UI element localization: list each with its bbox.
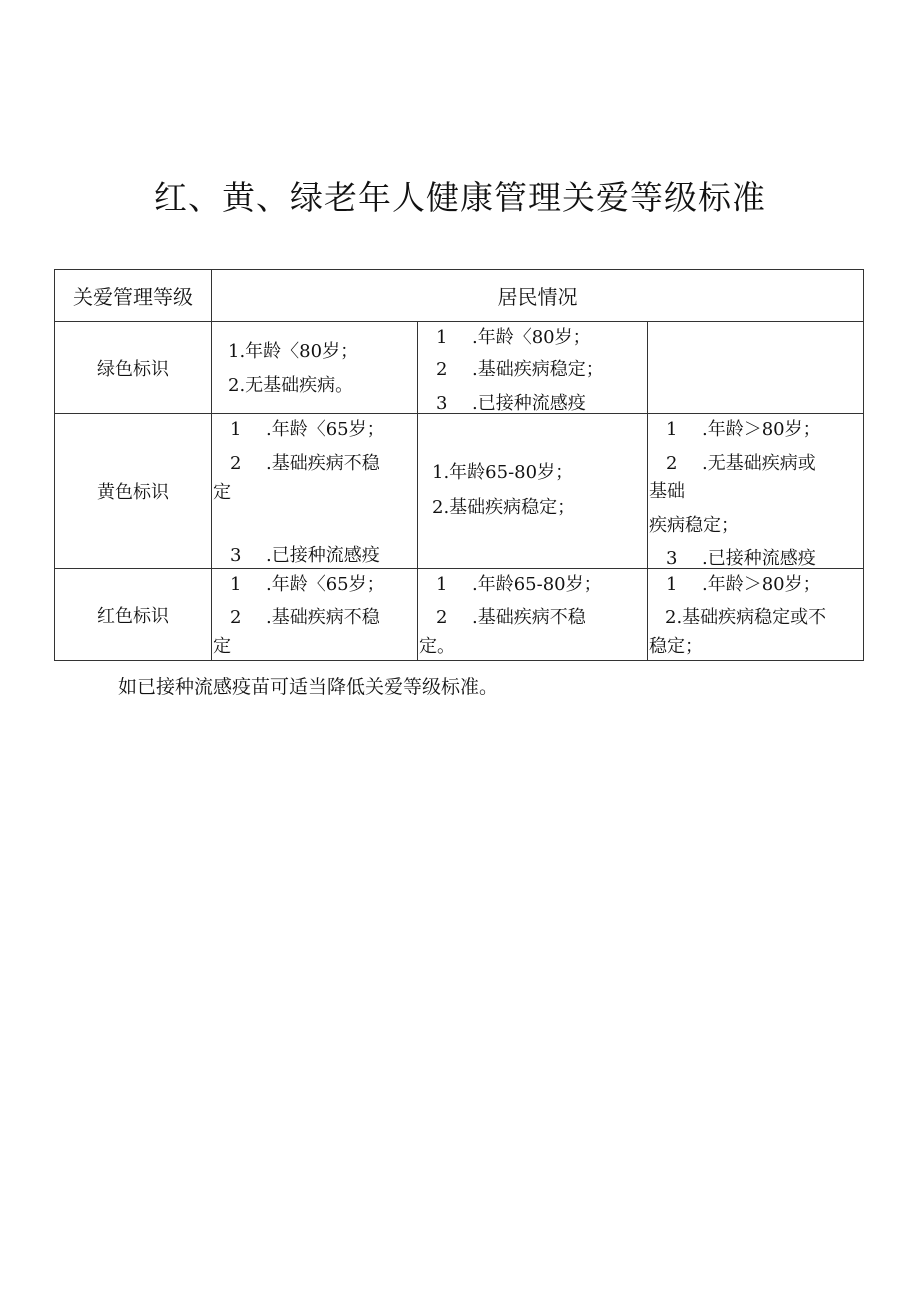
cell-line: .年龄〈80岁； bbox=[472, 327, 591, 348]
item-number: 2 bbox=[230, 607, 242, 628]
cell-line: .已接种流感疫 bbox=[702, 548, 816, 569]
red-cell-2 bbox=[418, 569, 648, 661]
page-title: 红、黄、绿老年人健康管理关爱等级标准 bbox=[154, 178, 766, 217]
cell-line: 定 bbox=[213, 636, 231, 657]
item-number: 2 bbox=[436, 607, 448, 628]
green-cell-2 bbox=[418, 322, 648, 414]
level-green: 绿色标识 bbox=[55, 322, 212, 414]
red-cell-1 bbox=[212, 569, 418, 661]
item-number: 1 bbox=[666, 574, 678, 595]
cell-line: .基础疾病不稳 bbox=[472, 607, 586, 628]
cell-line: 2.基础疾病稳定或不 bbox=[665, 607, 827, 628]
green-cell-1 bbox=[212, 322, 418, 414]
table-header-row bbox=[55, 270, 864, 322]
cell-line: 1.年龄65-80岁； bbox=[432, 462, 574, 483]
item-number: 3 bbox=[436, 393, 448, 414]
cell-line: 2.无基础疾病。 bbox=[228, 375, 354, 396]
cell-line: .年龄〈65岁； bbox=[266, 419, 385, 440]
item-number: 1 bbox=[436, 327, 448, 348]
footnote: 如已接种流感疫苗可适当降低关爱等级标准。 bbox=[118, 676, 499, 698]
item-number: 1 bbox=[436, 574, 448, 595]
item-number: 1 bbox=[230, 419, 242, 440]
table-row bbox=[55, 414, 864, 569]
cell-line: 定。 bbox=[419, 636, 455, 657]
item-number: 1 bbox=[230, 574, 242, 595]
yellow-cell-1 bbox=[212, 414, 418, 569]
care-level-table bbox=[54, 269, 864, 661]
cell-line: .已接种流感疫 bbox=[472, 393, 586, 414]
item-number: 1 bbox=[666, 419, 678, 440]
item-number: 2 bbox=[230, 453, 242, 474]
yellow-cell-2 bbox=[418, 414, 648, 569]
red-cell-3 bbox=[648, 569, 864, 661]
item-number: 2 bbox=[666, 453, 678, 474]
cell-line: 基础 bbox=[649, 481, 685, 502]
cell-line: .年龄65-80岁； bbox=[472, 574, 602, 595]
header-status: 居民情况 bbox=[212, 270, 864, 322]
item-number: 2 bbox=[436, 359, 448, 380]
table-row bbox=[55, 569, 864, 661]
cell-line: .年龄〈65岁； bbox=[266, 574, 385, 595]
green-cell-3 bbox=[648, 322, 864, 414]
cell-line: 1.年龄〈80岁； bbox=[228, 341, 359, 362]
cell-line: .年龄＞80岁； bbox=[702, 574, 821, 595]
cell-line: .基础疾病不稳 bbox=[266, 453, 380, 474]
item-number: 3 bbox=[666, 548, 678, 569]
cell-line: 定 bbox=[213, 482, 231, 503]
cell-line: 稳定； bbox=[649, 636, 703, 657]
level-yellow: 黄色标识 bbox=[55, 414, 212, 569]
cell-line: .基础疾病稳定； bbox=[472, 359, 604, 380]
cell-line: .基础疾病不稳 bbox=[266, 607, 380, 628]
table-row bbox=[55, 322, 864, 414]
header-level: 关爱管理等级 bbox=[55, 270, 212, 322]
cell-line: .已接种流感疫 bbox=[266, 545, 380, 566]
cell-line: .年龄＞80岁； bbox=[702, 419, 821, 440]
item-number: 3 bbox=[230, 545, 242, 566]
cell-line: 疾病稳定； bbox=[649, 515, 739, 536]
yellow-cell-3 bbox=[648, 414, 864, 569]
cell-line: 2.基础疾病稳定； bbox=[432, 497, 576, 518]
cell-line: .无基础疾病或 bbox=[702, 453, 816, 474]
level-red: 红色标识 bbox=[55, 569, 212, 661]
